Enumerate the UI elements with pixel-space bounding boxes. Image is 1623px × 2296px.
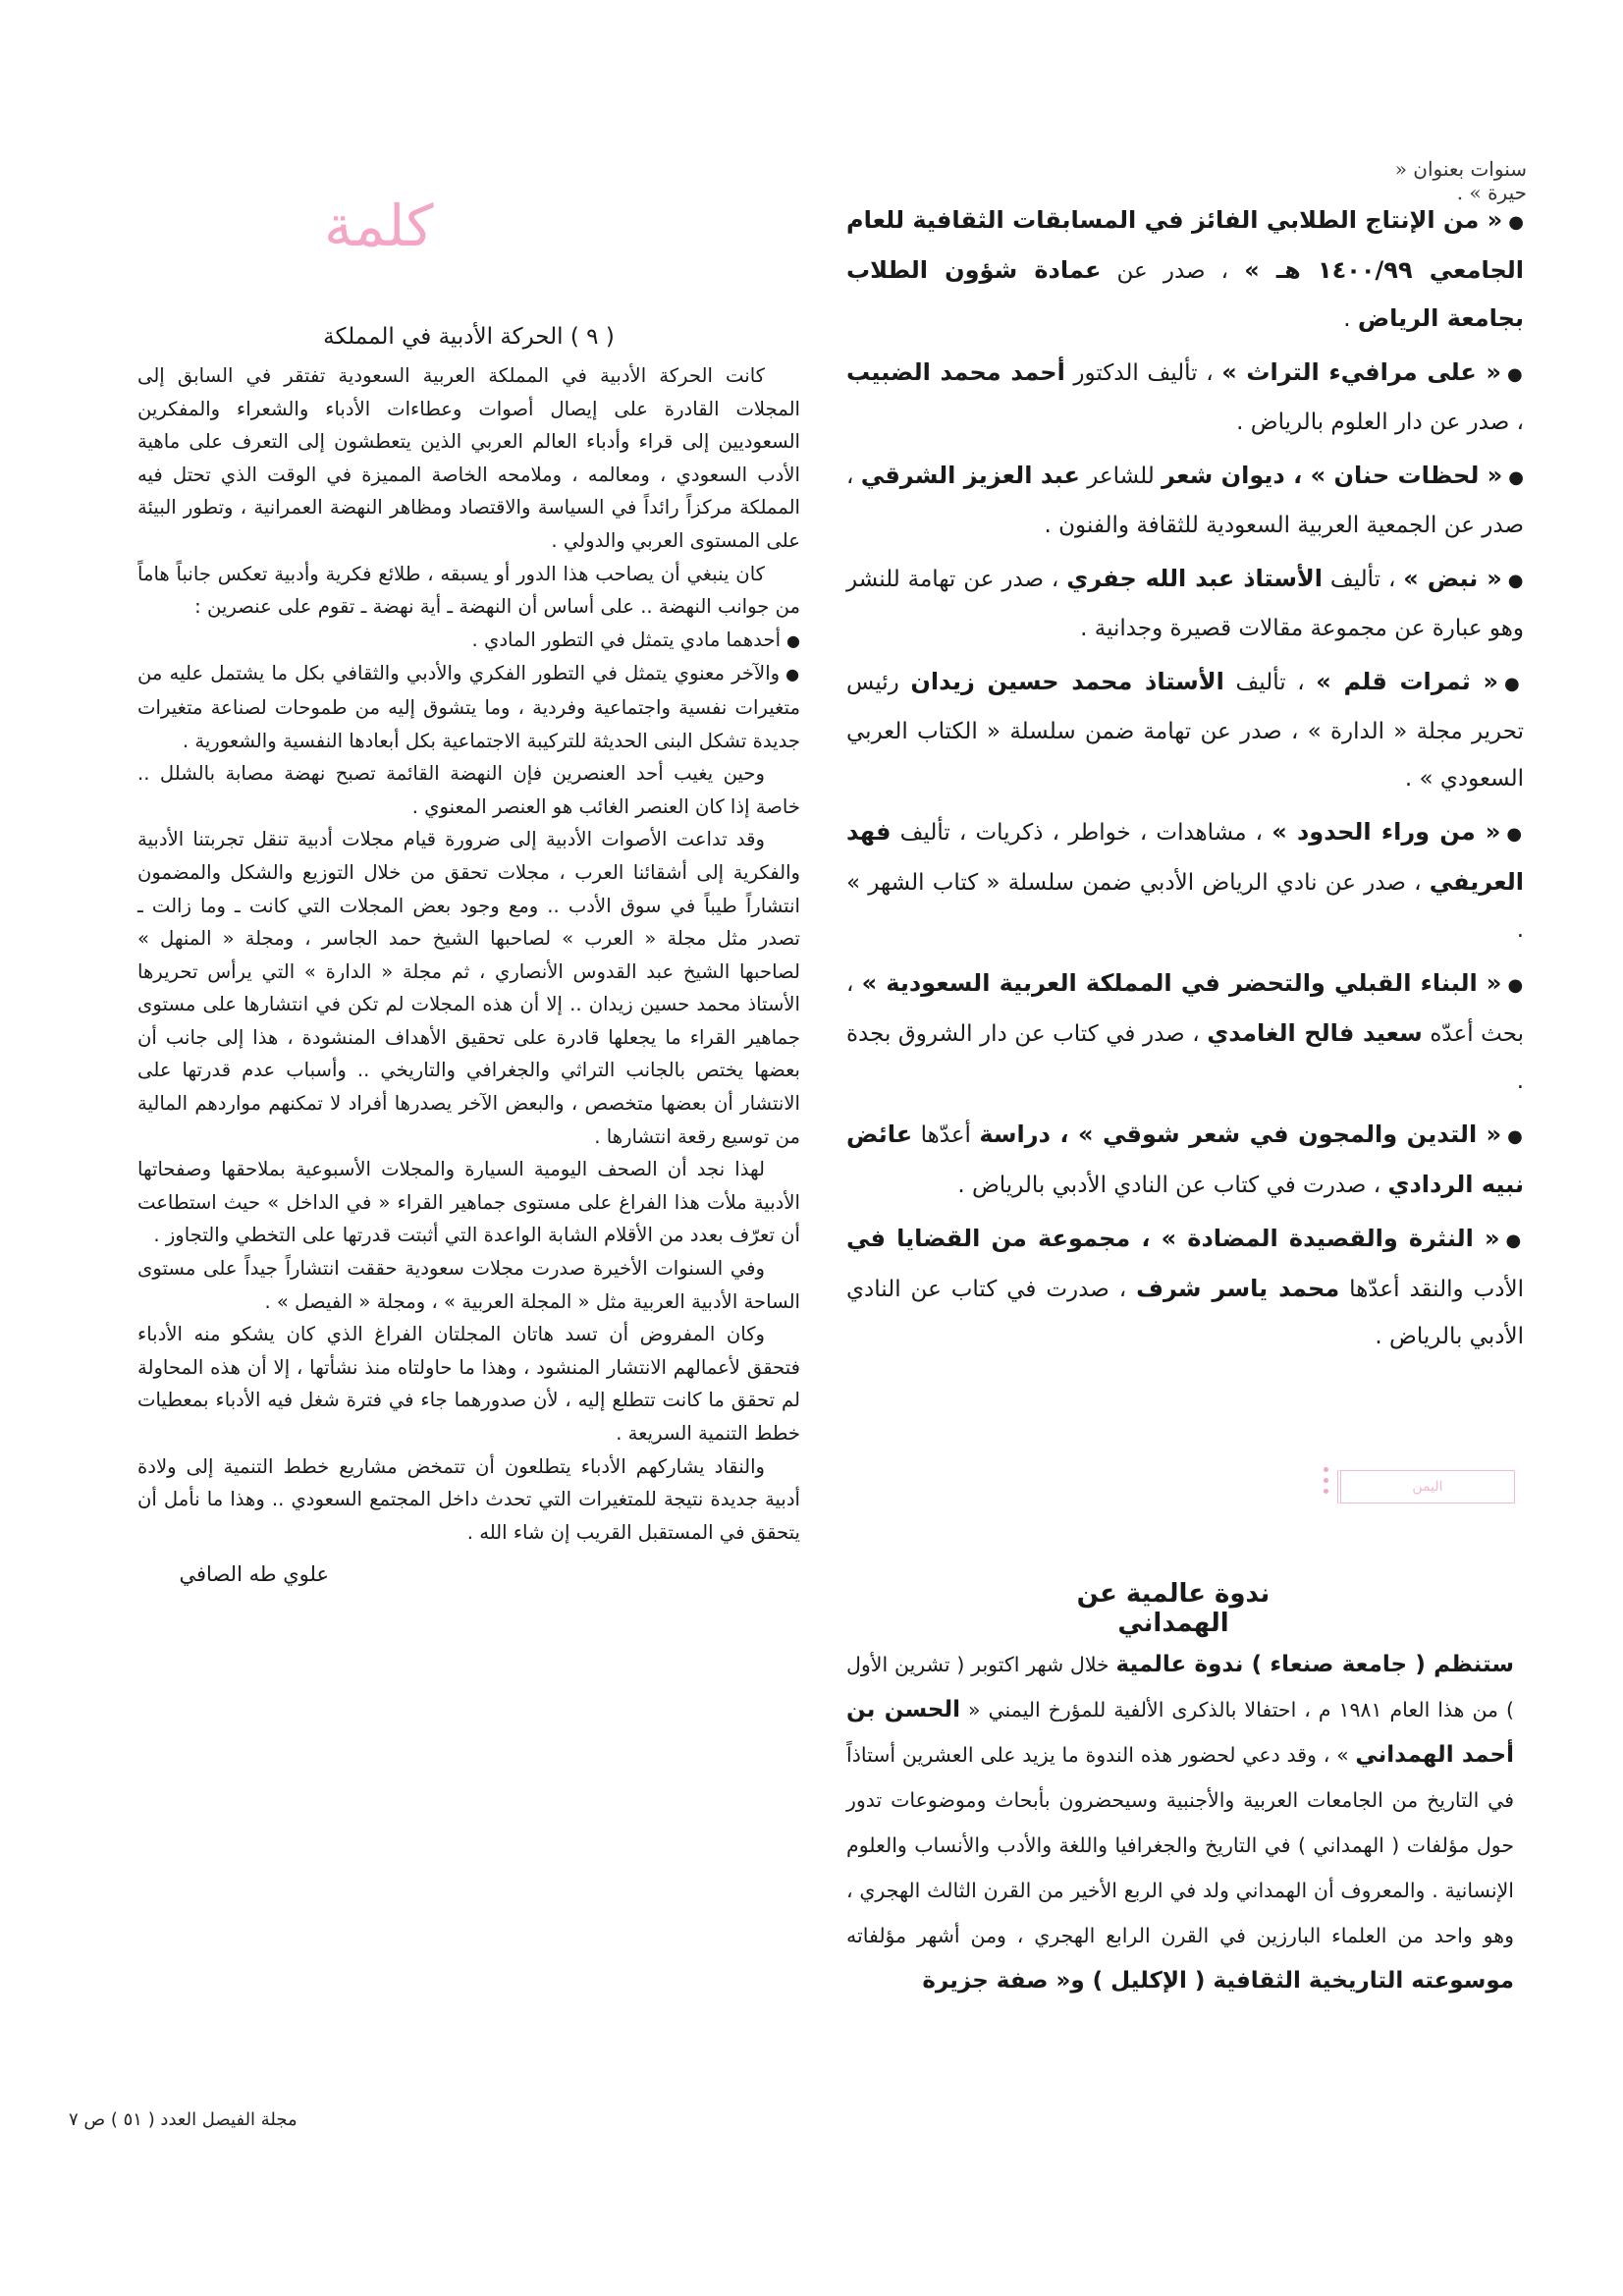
book-bold-b: سعيد فالح الغامدي [1207, 1019, 1423, 1047]
book-text-b: ، صدرت في كتاب عن النادي الأدبي بالرياض . [846, 1277, 1524, 1349]
bullet-icon: ● [1507, 571, 1525, 591]
book-bold-a: « من الإنتاج الطلابي الفائز في المسابقات الثقافية للعام الجامعي ١٤٠٠/٩٩ هـ » [846, 206, 1525, 284]
books-list [846, 196, 1524, 1360]
paragraph-text: وحين يغيب أحد العنصرين فإن النهضة القائمة تصبح نهضة مصابة بالشلل .. خاصة إذا كان العنصر الغائب هو العنصر المعنوي . [137, 762, 800, 818]
column-title: كلمة [324, 192, 434, 259]
book-bold-b: الأستاذ محمد حسين زيدان [910, 668, 1224, 695]
editorial-paragraph [137, 1450, 800, 1550]
paragraph-text: وكان المفروض أن تسد هاتان المجلتان الفراغ الذي كان يشكو منه الأدباء فتحقق لأعمالهم الانتشار المنشود ، وهذا ما حاولتاه منذ نشأتها ، إلا أن هذه المحاولة لم تحقق ما كانت تتطلع إليه ، لأن صدورهما جاء في فترة شغل فيه الأدباء بمعطيات خطط التنمية السريعة . [137, 1323, 800, 1445]
book-text-b: ، صدر عن دار العلوم بالرياض . [1236, 410, 1524, 435]
editorial-paragraph [137, 757, 800, 823]
news-column [846, 1642, 1514, 2003]
book-bold-b: أحمد محمد الضبيب [846, 358, 1065, 386]
book-bold-a: « النثرة والقصيدة المضادة » ، مجموعة من القضايا في [846, 1225, 1500, 1252]
editorial-paragraph [137, 657, 800, 757]
book-bold-b: فهد العريفي [846, 818, 1524, 896]
news-text-b: » ، وقد دعي لحضور هذه الندوة ما يزيد على العشرين أستاذاً في التاريخ من الجامعات العربية والأجنبية وسيحضرون بأبحاث وموضوعات تدور حول مؤلفات ( الهمداني ) في التاريخ والجغرافيا واللغة والأدب والأنساب والعلوم الإنسانية . والمعروف أن الهمداني ولد في الربع الأخير من القرن الثالث الهجري ، وهو واحد من العلماء البارزين في القرن الرابع الهجري ، ومن أشهر مؤلفاته [846, 1743, 1514, 1947]
editorial-paragraph [137, 1153, 800, 1252]
bullet-icon: ● [1508, 212, 1524, 233]
book-text-a: ، تأليف [1223, 670, 1317, 695]
news-bold-c: موسوعته التاريخية الثقافية ( الإكليل ) و« صفة جزيرة [922, 1968, 1514, 1994]
paragraph-text: وقد تداعت الأصوات الأدبية إلى ضرورة قيام مجلات أدبية تنقل تجربتنا الأدبية والفكرية إلى أشقائنا العرب ، مجلات تحقق من خلال التوزيع والشكل والمضمون انتشاراً طيباً في سوق الأدب .. ومع وجود بعض المجلات التي كانت ـ وما زالت ـ تصدر مثل مجلة « العرب » لصاحبها الشيخ حمد الجاسر ، ومجلة « المنهل » لصاحبها الشيخ عبد القدوس الأنصاري ، ثم مجلة « الدارة » التي يرأس تحريرها الأستاذ محمد حسين زيدان .. إلا أن هذه المجلات لم تكن في انتشارها على مستوى جماهير القراء ما يجعلها قادرة على تحقيق الأهداف المنشودة ، هذا إلى جانب أن بعضها يختص بالجانب التراثي والجغرافي والتاريخي .. وأسباب عدم قدرتها على الانتشار أن بعضها متخصص ، والبعض الآخر يصدرها أفراد لا تمكنهم مواردهم المالية من توسيع رقعة انتشارها . [137, 828, 800, 1148]
book-entry [846, 1215, 1524, 1360]
news-paragraph [846, 1642, 1514, 2003]
paragraph-text: كانت الحركة الأدبية في المملكة العربية السعودية تفتقر في السابق إلى المجلات القادرة على إيصال أصوات وعطاءات الأدباء والشعراء والمفكرين السعوديين إلى قراء وأدباء العالم العربي الذين يتعطشون إلى التعرف على ماهية الأدب السعودي ، ومعالمه ، وملامحه الخاصة المميزة في الوقت الذي تحتل فيه المملكة مركزاً رائداً في السياسة والاقتصاد ومظاهر النهضة العمرانية ، وتطور البيئة على المستوى العربي والدولي . [137, 364, 800, 552]
news-text-a: خلال شهر اكتوبر ( تشرين الأول ) من هذا العام ١٩٨١ م ، احتفالا بالذكرى الألفية للمؤرخ اليمني « [846, 1653, 1514, 1722]
book-bold-b: عبد العزيز الشرقي [860, 462, 1080, 489]
book-text-a: أعدّها [912, 1122, 980, 1148]
book-text-a: ، صدر عن [1101, 258, 1245, 284]
book-entry [846, 1111, 1524, 1209]
bullet-icon: ● [1507, 1126, 1524, 1147]
book-text-b: ، صدر عن نادي الرياض الأدبي ضمن سلسلة « كتاب الشهر » . [846, 870, 1524, 943]
bullet-icon: ● [1506, 364, 1524, 385]
book-text-b: ، صدرت في كتاب عن النادي الأدبي بالرياض . [957, 1173, 1388, 1198]
book-bold-b: محمد ياسر شرف [1136, 1275, 1340, 1302]
news-heading: ندوة عالمية عن الهمداني [1076, 1579, 1271, 1638]
book-text-a: ، مشاهدات ، خواطر ، ذكريات ، تأليف [891, 820, 1272, 846]
editorial-paragraph [137, 624, 800, 658]
bullet-icon: ● [1508, 467, 1524, 488]
book-text-b: ، صدر في كتاب عن دار الشروق بجدة . [846, 1021, 1524, 1094]
signature: علوي طه الصافي [179, 1562, 329, 1587]
paragraph-text: كان ينبغي أن يصاحب هذا الدور أو يسبقه ، طلائع فكرية وأدبية تعكس جانباً هاماً من جوانب النهضة .. على أساس أن النهضة ـ أية نهضة ـ تقوم على عنصرين : [137, 562, 800, 619]
book-text-a: للشاعر [1079, 464, 1163, 489]
book-text-b: رئيس تحرير مجلة « الدارة » ، صدر عن تهامة ضمن سلسلة « الكتاب العربي السعودي » . [846, 670, 1524, 792]
paragraph-text: والنقاد يشاركهم الأدباء يتطلعون أن تتمخض مشاريع خطط التنمية إلى ولادة أدبية جديدة نتيجة للمتغيرات التي تحدث داخل المجتمع السعودي .. وهذا ما نأمل أن يتحقق في المستقبل القريب إن شاء الله . [137, 1454, 800, 1544]
book-bold-a: « نبض » [1403, 565, 1502, 592]
editorial-column [137, 324, 800, 1586]
section-heading: ( ٩ ) الحركة الأدبية في المملكة [323, 324, 615, 350]
book-bold-a: « البناء القبلي والتحضر في المملكة العربية السعودية » [861, 969, 1502, 997]
book-text-b: ، صدر عن الجمعية العربية السعودية للثقافة والفنون . [846, 464, 1524, 538]
book-entry [846, 658, 1524, 802]
bullet-icon: ● [1503, 674, 1524, 694]
book-text-a: ، تأليف [1323, 567, 1404, 592]
book-bold-a: « ثمرات قلم » [1316, 668, 1498, 695]
bullet-icon: ● [785, 665, 800, 684]
editorial-body [137, 359, 800, 1549]
paragraph-text: أحدهما مادي يتمثل في التطور المادي . [471, 628, 782, 651]
book-bold-a: « من وراء الحدود » [1271, 818, 1501, 846]
book-text-b: ، صدر عن تهامة للنشر وهو عبارة عن مجموعة مقالات قصيرة وجدانية . [846, 567, 1524, 641]
book-bold-a: « لحظات حنان » ، ديوان شعر [1162, 462, 1503, 489]
book-entry [846, 959, 1524, 1105]
bullet-icon: ● [1506, 824, 1524, 845]
page-footer: مجلة الفيصل العدد ( ٥١ ) ص ٧ [69, 2109, 298, 2130]
editorial-paragraph [137, 359, 800, 558]
paragraph-text: والآخر معنوي يتمثل في التطور الفكري والأدبي والثقافي بكل ما يشتمل عليه من متغيرات نفسية واجتماعية وفردية ، وما يتشوق إليه من طموحات لصناعة متغيرات جديدة تشكل البنى الحديثة للتركيبة الاجتماعية بكل أبعادها النفسية والشعورية . [137, 662, 800, 752]
paragraph-text: لهذا نجد أن الصحف اليومية السيارة والمجلات الأسبوعية بملاحقها وصفحاتها الأدبية ملأت هذا الفراغ على مستوى جماهير القراء « في الداخل » حيث استطاعت أن تعرّف بعدد من الأقلام الشابة الواعدة التي أثبتت قدرتها على التخطي والتجاوز . [137, 1158, 800, 1247]
book-text-b: . [1343, 306, 1358, 332]
book-bold-b: عمادة شؤون الطلاب بجامعة الرياض [846, 256, 1524, 332]
books-column [846, 196, 1524, 1366]
bullet-icon: ● [1507, 975, 1524, 996]
decorative-dots [1324, 1467, 1327, 1500]
book-bold-b: الأستاذ عبد الله جفري [1066, 565, 1324, 592]
editorial-paragraph [137, 1318, 800, 1449]
book-entry [846, 452, 1524, 549]
news-bold-b: الحسن بن أحمد الهمداني [846, 1697, 1514, 1768]
region-label: اليمن [1337, 1470, 1515, 1503]
book-bold-b: عائض نبيه الردادي [846, 1121, 1524, 1198]
editorial-paragraph [137, 558, 800, 624]
book-entry [846, 555, 1524, 652]
top-note: سنوات بعنوان « حيرة » . [1394, 157, 1527, 204]
book-entry [846, 808, 1524, 954]
book-entry [846, 196, 1524, 343]
book-bold-a: « على مرافيء التراث » [1221, 358, 1501, 386]
book-text-a: ، بحث أعدّه [846, 971, 1524, 1047]
paragraph-text: وفي السنوات الأخيرة صدرت مجلات سعودية حققت انتشاراً جيداً على مستوى الساحة الأدبية العربية مثل « المجلة العربية » ، ومجلة « الفيصل » . [137, 1257, 800, 1313]
bullet-icon: ● [1505, 1230, 1524, 1251]
editorial-paragraph [137, 823, 800, 1153]
news-bold-a: ستنظم ( جامعة صنعاء ) ندوة عالمية [1115, 1652, 1514, 1677]
book-bold-a: « التدين والمجون في شعر شوقي » ، دراسة [979, 1121, 1502, 1148]
book-text-a: ، تأليف الدكتور [1064, 360, 1222, 386]
bullet-icon: ● [786, 630, 800, 650]
book-text-a: الأدب والنقد أعدّها [1339, 1277, 1524, 1302]
editorial-paragraph [137, 1252, 800, 1318]
book-entry [846, 349, 1524, 446]
